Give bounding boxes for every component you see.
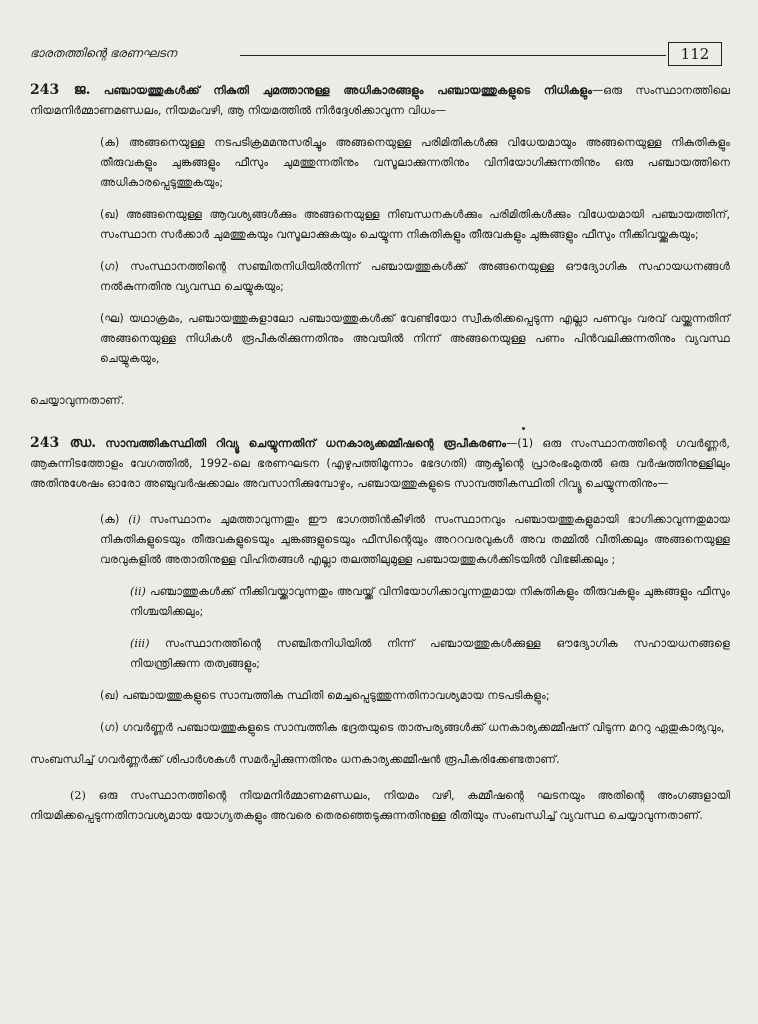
article-heading: സാമ്പത്തികസ്ഥിതി റിവ്യൂ ചെയ്യുന്നതിന് ധനകാര്യക്കമ്മീഷന്റെ രൂപീകരണം bbox=[105, 437, 507, 450]
page-number: 112 bbox=[668, 42, 722, 66]
article-243h-closing: ചെയ്യാവുന്നതാണ്. bbox=[30, 394, 125, 407]
article-number: 243 ഝ. bbox=[30, 435, 97, 451]
article-243i-clause-a-iii bbox=[30, 634, 730, 674]
article-243h-clause-d: (ഘ) യഥാക്രമം, പഞ്ചായത്തുകളാലോ പഞ്ചായത്തുകൾക്ക് വേണ്ടിയോ സ്വീകരിക്കപ്പെടുന്ന എല്ലാ പണവും വരവ് വയ്ക്കുന്നതിന് അങ്ങനെയുള്ള നിധികൾ രൂപീകരിക്കുന്നതിനും അവയിൽ നിന്ന് അങ്ങനെയുള്ള പണം പിൻവലിക്കുന്നതിനും വ്യവസ്ഥ ചെയ്യുകയും, bbox=[100, 312, 730, 365]
article-intro-text: —ഒരു സംസ്ഥാനത്തിലെ നിയമനിർമ്മാണമണ്ഡലം, നിയമംവഴി, ആ നിയമത്തിൽ നിർദ്ദേശിക്കാവുന്ന വിധം— bbox=[30, 84, 730, 117]
article-243i-clause-a-ii bbox=[30, 582, 730, 622]
article-243h-clause-c: (ഗ) സംസ്ഥാനത്തിന്റെ സഞ്ചിതനിധിയിൽനിന്ന് പഞ്ചായത്തുകൾക്ക് അങ്ങനെയുള്ള ഔദ്യോഗിക സഹായധനങ്ങൾ നൽകുന്നതിനു വ്യവസ്ഥ ചെയ്യുകയും; bbox=[100, 260, 730, 293]
article-243h-intro bbox=[30, 80, 730, 121]
sub-clause-text: സംസ്ഥാനത്തിന്റെ സഞ്ചിതനിധിയിൽ നിന്ന് പഞ്ചായത്തുകൾക്കുള്ള ഔദ്യോഗിക സഹായധനങ്ങളെ നിയന്ത്രിക്കുന്ന തത്വങ്ങളും; bbox=[130, 637, 730, 670]
header-rule bbox=[240, 55, 666, 56]
article-243i-clause-b: (ഖ) പഞ്ചായത്തുകളുടെ സാമ്പത്തിക സ്ഥിതി മെച്ചപ്പെടുത്തുന്നതിനാവശ്യമായ നടപടികളും; bbox=[100, 689, 550, 702]
article-number: 243 ജ. bbox=[30, 82, 91, 98]
article-243h-clause-b: (ഖ) അങ്ങനെയുള്ള ആവശ്യങ്ങൾക്കും അങ്ങനെയുള്ള നിബന്ധനകൾക്കും പരിമിതികൾക്കും വിധേയമായി പഞ്ചായത്തിന്, സംസ്ഥാന സർക്കാർ ചുമത്തുകയും വസൂലാക്കുകയും ചെയ്യുന്ന നികുതികളും തീരുവകളും ചുങ്കങ്ങളും ഫീസും നീക്കിവയ്ക്കുകയും; bbox=[100, 208, 730, 241]
sub-clause-label: (iii) bbox=[130, 637, 150, 650]
article-243h-clause-a: (ക) അങ്ങനെയുള്ള നടപടിക്രമമനുസരിച്ചും അങ്ങനെയുള്ള പരിമിതികൾക്കു വിധേയമായും അങ്ങനെയുള്ള നികുതികളും തീരുവകളും ചുങ്കങ്ങളും ഫീസും ചുമത്തുന്നതിനും വസൂലാക്കുന്നതിനും വിനിയോഗിക്കുന്നതിനും ഒരു പഞ്ചായത്തിനെ അധികാരപ്പെടുത്തുകയും; bbox=[100, 136, 730, 189]
page-header bbox=[30, 42, 730, 72]
sub-clause-text: പഞ്ചാത്തുകൾക്ക് നീക്കിവയ്ക്കാവുന്നതും അവയ്ക്ക് വിനിയോഗിക്കാവുന്നതുമായ നികുതികളും തീരുവകളും ചുങ്കങ്ങളും ഫീസും നിശ്ചയിക്കലും; bbox=[130, 585, 730, 618]
article-243i-clause-a-i bbox=[30, 510, 730, 570]
article-243i-intro bbox=[30, 433, 730, 494]
sub-clause-label: (i) bbox=[128, 513, 141, 526]
article-intro-text: —(1) ഒരു സംസ്ഥാനത്തിന്റെ ഗവർണ്ണർ, ആകുന്നിടത്തോളം വേഗത്തിൽ, 1992-ലെ ഭരണഘടന (എഴുപത്തിമൂന്നാം ഭേദഗതി) ആക്ടിന്റെ പ്രാരംഭംമുതൽ ഒരു വർഷത്തിനുള്ളിലും അതിനുശേഷം ഓരോ അഞ്ചുവർഷക്കാലം അവസാനിക്കുമ്പോഴും, പഞ്ചായത്തുകളുടെ സാമ്പത്തികസ്ഥിതി റിവ്യൂ ചെയ്യുന്നതിനും— bbox=[30, 437, 730, 490]
print-speck bbox=[522, 427, 525, 430]
running-title: ഭാരതത്തിന്റെ ഭരണഘടന bbox=[30, 46, 177, 60]
page-content bbox=[30, 80, 730, 838]
sub-section-label: (2) bbox=[70, 789, 86, 802]
sub-section-text: ഒരു സംസ്ഥാനത്തിന്റെ നിയമനിർമ്മാണമണ്ഡലം, നിയമം വഴി, കമ്മീഷന്റെ ഘടനയും അതിന്റെ അംഗങ്ങളായി നിയമിക്കപ്പെടുന്നതിനാവശ്യമായ യോഗ്യതകളും അവരെ തെരഞ്ഞെടുക്കുന്നതിനുള്ള രീതിയും സംബന്ധിച്ച് വ്യവസ്ഥ ചെയ്യാവുന്നതാണ്. bbox=[30, 789, 730, 822]
article-243i-sub-2 bbox=[30, 786, 730, 826]
article-heading: പഞ്ചായത്തുകൾക്ക് നികുതി ചുമത്താനുള്ള അധികാരങ്ങളും പഞ്ചായത്തുകളുടെ നിധികളും bbox=[103, 84, 592, 97]
sub-clause-text: സംസ്ഥാനം ചുമത്താവുന്നതും ഈ ഭാഗത്തിൻകീഴിൽ സംസ്ഥാനവും പഞ്ചായത്തുകളുമായി ഭാഗിക്കാവുന്നതുമായ നികുതികളുടെയും തീരുവകളുടെയും ചുങ്കങ്ങളുടെയും ഫീസിന്റെയും അററവരവുകൾ അവ തമ്മിൽ വീതിക്കലും അങ്ങനെയുള്ള വരവുകളിൽ അതാതിനുള്ള വിഹിതങ്ങൾ എല്ലാ തലത്തിലുമുള്ള പഞ്ചായത്തുകൾക്കിടയിൽ വിഭജിക്കലും ; bbox=[100, 513, 730, 566]
article-243i-clause-c: (ഗ) ഗവർണ്ണർ പഞ്ചായത്തുകളുടെ സാമ്പത്തിക ഭദ്രതയുടെ താത്പര്യങ്ങൾക്ക് ധനകാര്യക്കമ്മീഷന് വിടുന്ന മററു ഏതുകാര്യവും, bbox=[100, 721, 725, 734]
clause-label: (ക) bbox=[100, 513, 120, 526]
article-243i-closing: സംബന്ധിച്ച് ഗവർണ്ണർക്ക് ശിപാർശകൾ സമർപ്പിക്കുന്നതിനും ധനകാര്യക്കമ്മീഷൻ രൂപീകരിക്കേണ്ടതാണ്. bbox=[30, 753, 560, 766]
sub-clause-label: (ii) bbox=[130, 585, 146, 598]
